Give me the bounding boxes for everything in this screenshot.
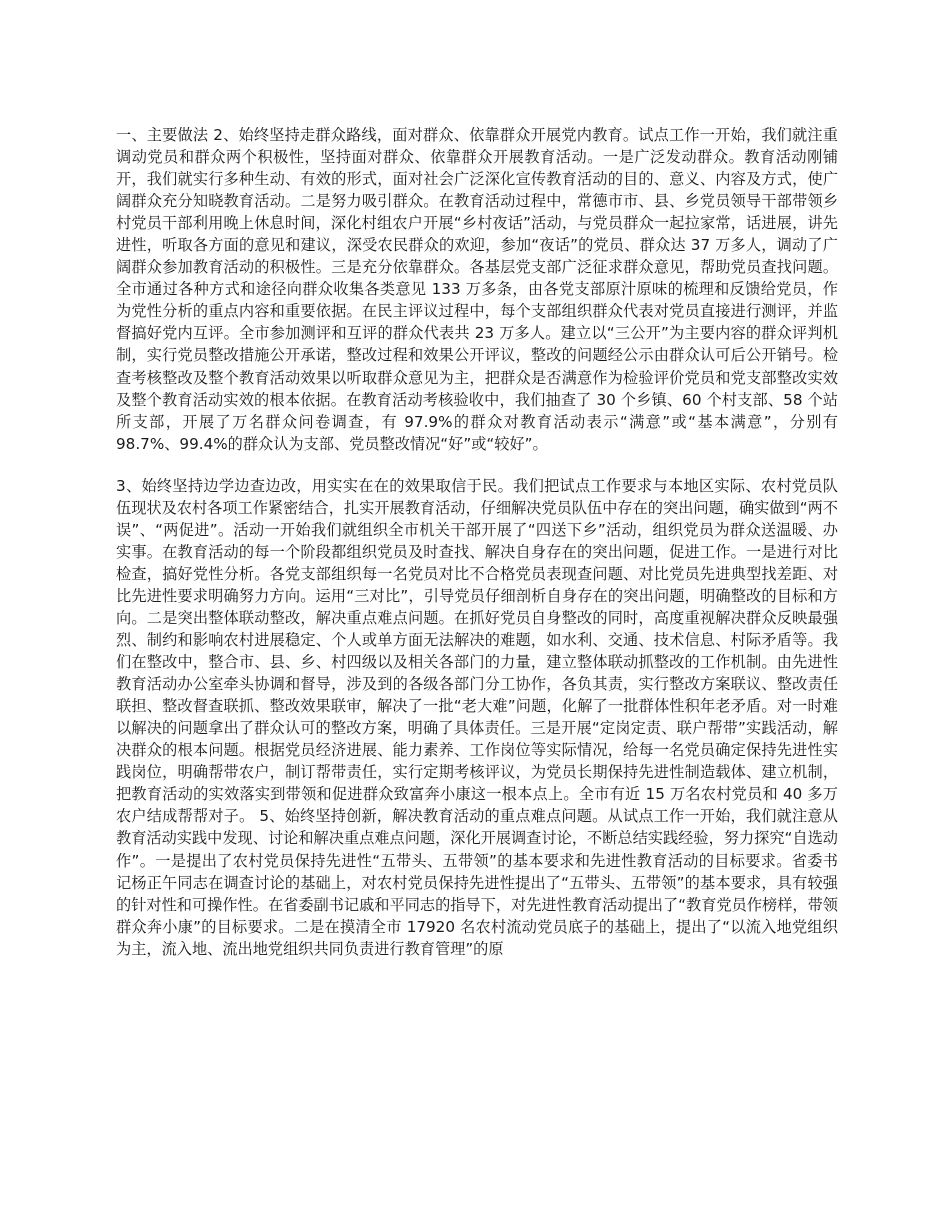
document-paragraph-1: 一、主要做法 2、始终坚持走群众路线，面对群众、依靠群众开展党内教育。试点工作一开始，我们就注重调动党员和群众两个积极性，坚持面对群众、依靠群众开展教育活动。一是广泛发动群众。教育活动刚铺开，我们就实行多种生动、有效的形式，面对社会广泛深化宣传教育活动的目的、意义、内容及方式，使广阔群众充分知晓教育活动。二是努力吸引群众。在教育活动过程中，常德市市、县、乡党员领导干部带领乡村党员干部利用晚上休息时间，深化村组农户开展“乡村夜话”活动，与党员群众一起拉家常，话进展，讲先进性，听取各方面的意见和建议，深受农民群众的欢迎，参加“夜话”的党员、群众达 37 万多人，调动了广阔群众参加教育活动的积极性。三是充分依靠群众。各基层党支部广泛征求群众意见，帮助党员查找问题。全市通过各种方式和途径向群众收集各类意见 133 万多条，由各党支部原汁原味的梳理和反馈给党员，作为党性分析的重点内容和重要依据。在民主评议过程中，每个支部组织群众代表对党员直接进行测评，并监督搞好党内互评。全市参加测评和互评的群众代表共 23 万多人。建立以“三公开”为主要内容的群众评判机制，实行党员整改措施公开承诺，整改过程和效果公开评议，整改的问题经公示由群众认可后公开销号。检查考核整改及整个教育活动效果以听取群众意见为主，把群众是否满意作为检验评价党员和党支部整改实效及整个教育活动实效的根本依据。在教育活动考核验收中，我们抽查了 30 个乡镇、60 个村支部、58 个站所支部，开展了万名群众问卷调查，有 97.9%的群众对教育活动表示“满意”或“基本满意”，分别有 98.7%、99.4%的群众认为支部、党员整改情况“好”或“较好”。 xyxy=(116,126,838,453)
document-page xyxy=(116,124,838,960)
document-paragraph-2: 3、始终坚持边学边查边改，用实实在在的效果取信于民。我们把试点工作要求与本地区实际、农村党员队伍现状及农村各项工作紧密结合，扎实开展教育活动，仔细解决党员队伍中存在的突出问题，确实做到“两不误”、“两促进”。活动一开始我们就组织全市机关干部开展了“四送下乡”活动，组织党员为群众送温暖、办实事。在教育活动的每一个阶段都组织党员及时查找、解决自身存在的突出问题，促进工作。一是进行对比检查，搞好党性分析。各党支部组织每一名党员对比不合格党员表现查问题、对比党员先进典型找差距、对比先进性要求明确努力方向。运用“三对比”，引导党员仔细剖析自身存在的突出问题，明确整改的目标和方向。二是突出整体联动整改，解决重点难点问题。在抓好党员自身整改的同时，高度重视解决群众反映最强烈、制约和影响农村进展稳定、个人或单方面无法解决的难题，如水利、交通、技术信息、村际矛盾等。我们在整改中，整合市、县、乡、村四级以及相关各部门的力量，建立整体联动抓整改的工作机制。由先进性教育活动办公室牵头协调和督导，涉及到的各级各部门分工协作，各负其责，实行整改方案联议、整改责任联担、整改督查联抓、整改效果联审，解决了一批“老大难”问题，化解了一批群体性积年老矛盾。对一时难以解决的问题拿出了群众认可的整改方案，明确了具体责任。三是开展“定岗定责、联户帮带”实践活动，解决群众的根本问题。根据党员经济进展、能力素养、工作岗位等实际情况，给每一名党员确定保持先进性实践岗位，明确帮带农户，制订帮带责任，实行定期考核评议，为党员长期保持先进性制造载体、建立机制，把教育活动的实效落实到带领和促进群众致富奔小康这一根本点上。全市有近 15 万名农村党员和 40 多万农户结成帮帮对子。 5、始终坚持创新，解决教育活动的重点难点问题。从试点工作一开始，我们就注意从教育活动实践中发现、讨论和解决重点难点问题，深化开展调查讨论，不断总结实践经验，努力探究“自选动作”。一是提出了农村党员保持先进性“五带头、五带领”的基本要求和先进性教育活动的目标要求。省委书记杨正午同志在调查讨论的基础上，对农村党员保持先进性提出了“五带头、五带领”的基本要求，具有较强的针对性和可操作性。在省委副书记戚和平同志的指导下，对先进性教育活动提出了“教育党员作榜样，带领群众奔小康”的目标要求。二是在摸清全市 17920 名农村流动党员底子的基础上，提出了“以流入地党组织为主，流入地、流出地党组织共同负责进行教育管理”的原 xyxy=(116,476,838,958)
